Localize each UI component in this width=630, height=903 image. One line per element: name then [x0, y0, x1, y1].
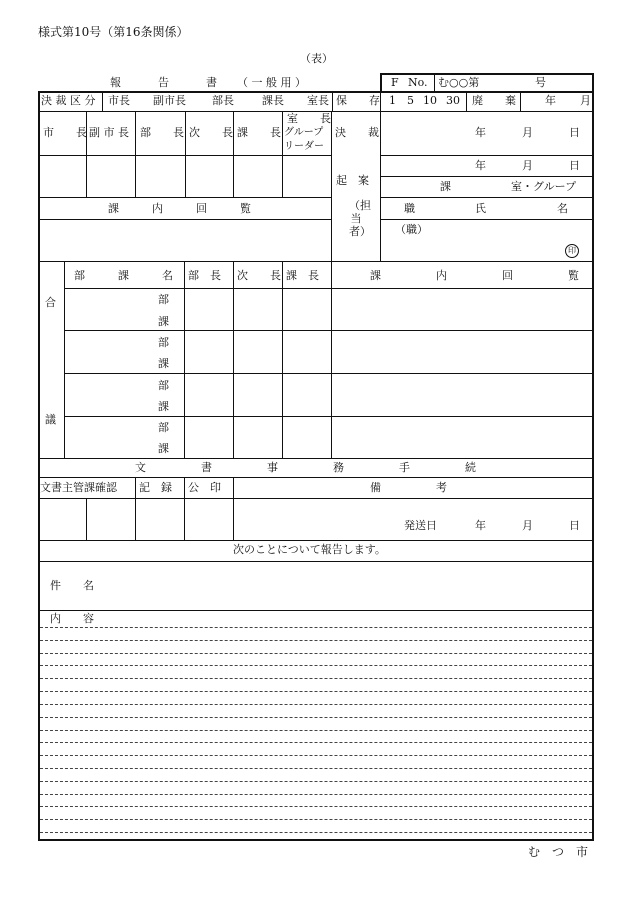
ruled-line — [40, 794, 592, 795]
consult-row-4-dept: 部 — [158, 421, 169, 434]
draft-date-day: 日 — [569, 159, 580, 172]
consult-side-bottom: 議 — [45, 413, 56, 426]
ruled-line — [40, 768, 592, 769]
decision-date-day: 日 — [569, 126, 580, 139]
title-char-2: 告 — [158, 76, 169, 89]
ruled-line — [40, 704, 592, 705]
retention-label: 保 存 — [336, 94, 380, 107]
draft-room-group: 室・グループ — [511, 180, 577, 193]
ruled-line — [40, 781, 592, 782]
header-deputy: 次 長 — [189, 126, 233, 139]
decision-mayor[interactable]: 市長 — [108, 94, 130, 107]
decision-director[interactable]: 部長 — [212, 94, 234, 107]
city-name: む つ 市 — [528, 845, 589, 859]
decision-vice-mayor[interactable]: 副市長 — [153, 94, 186, 107]
decision-category-label: 決 裁 区 分 — [41, 94, 96, 107]
doc-number-suffix: 号 — [535, 76, 546, 89]
title-char-3: 書 — [206, 76, 217, 89]
header-room-chief: 室 長 — [287, 112, 331, 125]
consult-header-dept: 部 課 名 — [74, 269, 173, 282]
doc-remarks-label: 備 考 — [370, 481, 447, 494]
consult-row-4-section: 課 — [158, 442, 169, 455]
consult-side-top: 合 — [45, 296, 56, 309]
header-vice-mayor: 副 市 長 — [89, 126, 129, 139]
title-char-1: 報 — [110, 76, 121, 89]
ruled-line — [40, 819, 592, 820]
draft-label: 起 案 — [336, 174, 369, 187]
ruled-line — [40, 832, 592, 833]
draft-date-month: 月 — [522, 159, 533, 172]
consult-header-circulation: 課 内 回 覧 — [370, 269, 579, 282]
consult-row-3-dept: 部 — [158, 379, 169, 392]
f-label: F — [391, 76, 399, 89]
ruled-line — [40, 627, 592, 628]
retention-year-10[interactable]: 10 — [423, 94, 437, 107]
header-group: グループ — [284, 127, 324, 138]
content-label: 内 容 — [50, 612, 94, 625]
draft-name-col-1: 氏 — [475, 202, 486, 215]
ruled-line — [40, 653, 592, 654]
decision-date-month: 月 — [522, 126, 533, 139]
ruled-line — [40, 717, 592, 718]
consult-row-3-section: 課 — [158, 400, 169, 413]
consult-header-deputy: 次 長 — [237, 269, 281, 282]
doc-record-label: 記 録 — [139, 481, 172, 494]
retention-year-1[interactable]: 1 — [389, 94, 396, 107]
retention-year-30[interactable]: 30 — [446, 94, 460, 107]
ruled-line — [40, 755, 592, 756]
doc-confirm-label: 文書主管課確認 — [40, 481, 117, 494]
ruled-line — [40, 665, 592, 666]
doc-official-seal-label: 公 印 — [188, 481, 221, 494]
form-number: 様式第10号（第16条関係） — [38, 25, 189, 39]
consult-row-2-section: 課 — [158, 357, 169, 370]
header-decision: 決 裁 — [335, 126, 379, 139]
disposal-month: 月 — [580, 94, 591, 107]
sent-date-month: 月 — [522, 519, 533, 532]
draft-date-year: 年 — [475, 159, 486, 172]
intro-text: 次のことについて報告します。 — [233, 543, 386, 556]
consult-row-2-dept: 部 — [158, 336, 169, 349]
header-chief: 課 長 — [237, 126, 281, 139]
draft-section: 課 — [440, 180, 451, 193]
no-label: No. — [408, 76, 428, 89]
ruled-line — [40, 730, 592, 731]
subject-label: 件 名 — [50, 579, 94, 592]
title-paren: （ 一 般 用 ） — [237, 76, 306, 89]
consult-row-1-section: 課 — [158, 315, 169, 328]
draft-title-paren[interactable]: （職） — [395, 223, 428, 236]
header-leader: リーダー — [284, 141, 324, 152]
consult-header-chief: 課 長 — [286, 269, 319, 282]
seal-icon: 印 — [565, 244, 579, 258]
draft-title-col: 職 — [404, 202, 415, 215]
ruled-line — [40, 678, 592, 679]
draft-name-col-2: 名 — [557, 202, 568, 215]
decision-room-chief[interactable]: 室長 — [307, 94, 329, 107]
consult-header-director: 部 長 — [188, 269, 221, 282]
consult-row-1-dept: 部 — [158, 293, 169, 306]
doc-number-prefix[interactable]: む○○第 — [438, 76, 480, 89]
doc-procedure-title: 文 書 事 務 手 続 — [135, 461, 476, 474]
person-in-charge-label: （担当者） — [349, 199, 371, 238]
decision-date-year: 年 — [475, 126, 486, 139]
circulation-label: 課 内 回 覧 — [108, 202, 251, 215]
side-label: （表） — [300, 52, 333, 65]
retention-year-5[interactable]: 5 — [407, 94, 414, 107]
disposal-year: 年 — [545, 94, 556, 107]
decision-chief[interactable]: 課長 — [262, 94, 284, 107]
ruled-line — [40, 691, 592, 692]
sent-date-day: 日 — [569, 519, 580, 532]
disposal-label: 廃 棄 — [472, 94, 516, 107]
ruled-line — [40, 806, 592, 807]
header-director: 部 長 — [140, 126, 184, 139]
sent-date-label: 発送日 — [404, 519, 437, 532]
sent-date-year: 年 — [475, 519, 486, 532]
header-mayor: 市 長 — [43, 126, 87, 139]
ruled-line — [40, 742, 592, 743]
ruled-line — [40, 640, 592, 641]
